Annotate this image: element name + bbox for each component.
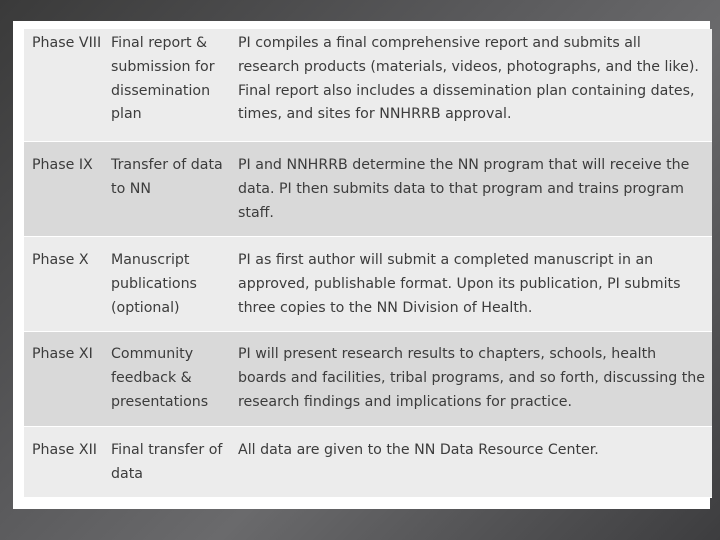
phase-cell: Phase XI xyxy=(32,346,93,362)
table-row xyxy=(24,427,712,498)
step-cell: Final transfer of data xyxy=(111,442,223,482)
slide xyxy=(13,21,710,509)
phase-cell: Phase IX xyxy=(32,157,93,173)
description-cell: PI as first author will submit a completed manuscript in an approved, publishable format. Upon its publication, PI submits three copies to the NN Division of Health. xyxy=(238,252,681,316)
description-cell: All data are given to the NN Data Resource Center. xyxy=(238,442,599,458)
step-cell: Transfer of data to NN xyxy=(111,157,223,197)
step-cell: Manuscript publications (optional) xyxy=(111,252,197,316)
phase-cell: Phase VIII xyxy=(32,35,102,51)
description-cell: PI and NNHRRB determine the NN program that will receive the data. PI then submits data to that program and trains program staff. xyxy=(238,157,690,221)
phase-cell: Phase XII xyxy=(32,442,97,458)
table-row xyxy=(24,142,712,237)
step-cell: Final report & submission for dissemination plan xyxy=(111,35,215,123)
step-cell: Community feedback & presentations xyxy=(111,346,209,410)
table-row xyxy=(24,29,712,142)
table-row xyxy=(24,332,712,427)
description-cell: PI compiles a final comprehensive report and submits all research products (materials, videos, photographs, and the like). Final report also includes a dissemination plan containing dates, times, and sites for NNHRRB approval. xyxy=(238,35,699,123)
phase-cell: Phase X xyxy=(32,252,89,268)
table-row xyxy=(24,237,712,332)
phases-table xyxy=(24,29,712,498)
description-cell: PI will present research results to chapters, schools, health boards and facilities, tribal programs, and so forth, discussing the research findings and implications for practice. xyxy=(238,346,706,410)
